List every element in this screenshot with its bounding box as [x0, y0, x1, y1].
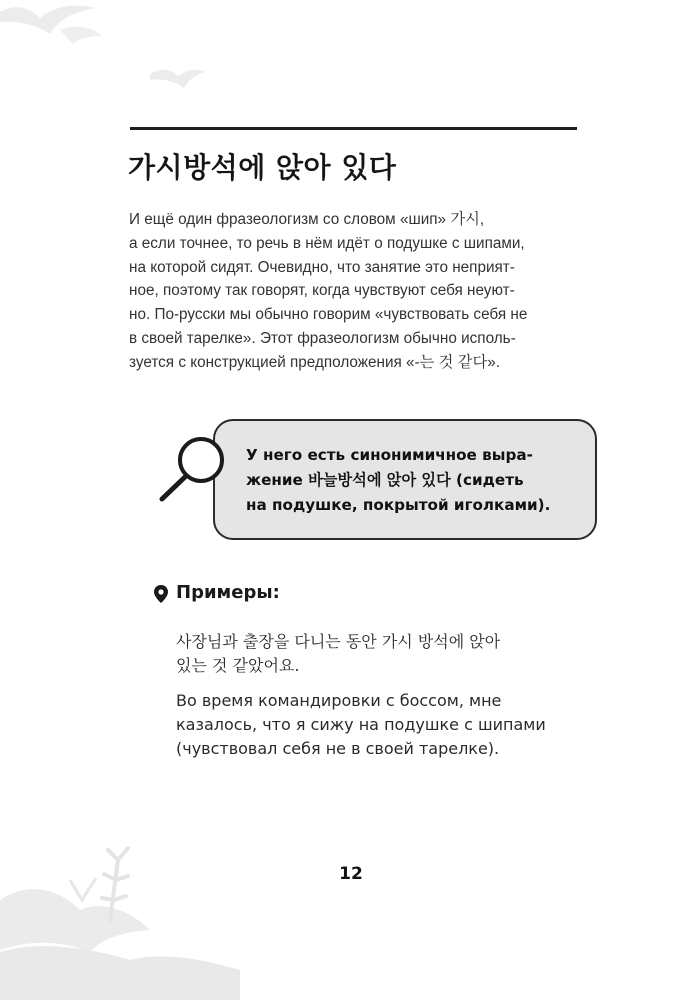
body-line: ное, поэтому так говорят, когда чувствуют себя неуют-: [129, 282, 515, 300]
example-translation: [176, 689, 596, 761]
body-paragraph: [129, 208, 577, 375]
page-title: 가시방석에 앉아 있다: [128, 151, 397, 184]
example-translation-line: Во время командировки с боссом, мне: [176, 691, 502, 710]
example-korean-line: 사장님과 출장을 다니는 동안 가시 방석에 앉아: [176, 632, 501, 651]
callout-text: [246, 443, 581, 518]
callout-line: жение 바늘방석에 앉아 있다 (сидеть: [246, 471, 524, 489]
page-number: 12: [339, 864, 363, 884]
body-line: зуется с конструкцией предположения «-는 것 같다».: [129, 353, 500, 371]
heading-rule: [130, 127, 577, 130]
example-korean: [176, 630, 596, 678]
body-line: на которой сидят. Очевидно, что занятие это неприят-: [129, 258, 515, 276]
callout-line: У него есть синонимичное выра-: [246, 446, 533, 464]
landscape-decoration: [0, 840, 240, 1000]
magnifier-icon: [159, 432, 231, 504]
body-line: но. По-русски мы обычно говорим «чувствовать себя не: [129, 306, 528, 324]
example-translation-line: казалось, что я сижу на подушке с шипами: [176, 715, 546, 734]
examples-heading: Примеры:: [176, 582, 280, 603]
callout-line: на подушке, покрытой иголками).: [246, 496, 551, 514]
body-line: в своей тарелке». Этот фразеологизм обычно исполь-: [129, 329, 516, 347]
example-korean-line: 있는 것 같았어요.: [176, 656, 300, 675]
body-line: И ещё один фразеологизм со словом «шип» 가시,: [129, 211, 485, 228]
example-translation-line: (чувствовал себя не в своей тарелке).: [176, 739, 500, 758]
birds-decoration: [0, 0, 220, 100]
body-line: а если точнее, то речь в нём идёт о подушке с шипами,: [129, 234, 525, 252]
location-pin-icon: [154, 585, 168, 603]
